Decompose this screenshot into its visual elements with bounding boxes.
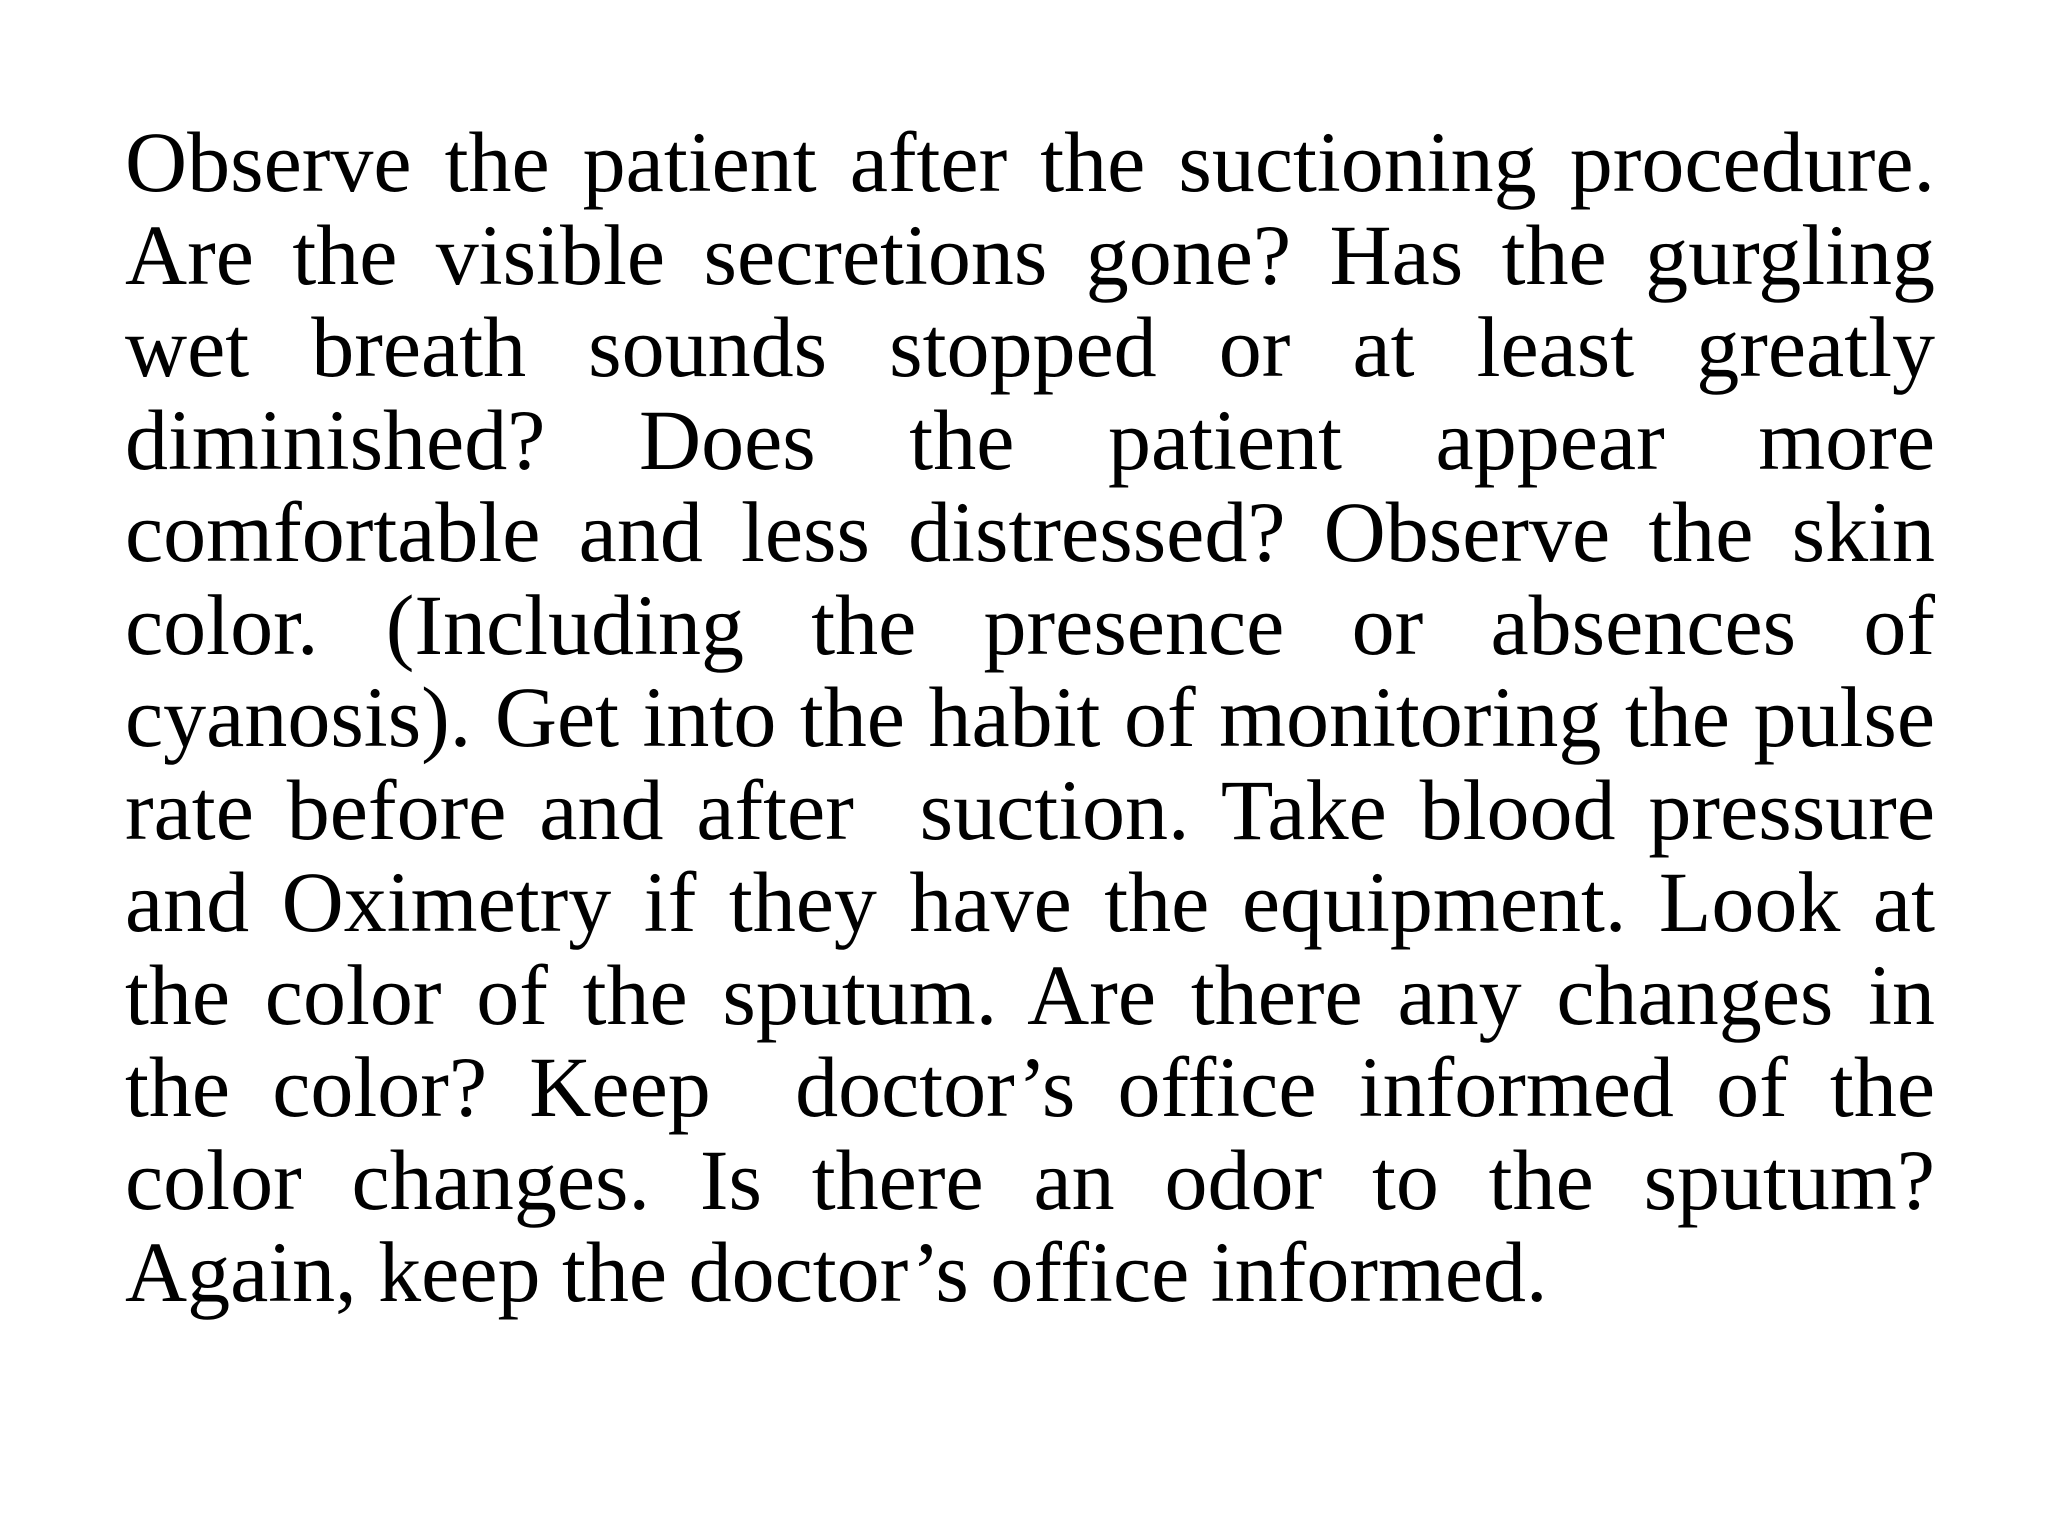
text-line: cyanosis). Get into the habit of monitoring the pulse: [125, 669, 1935, 765]
text-line: comfortable and less distressed? Observe the skin: [125, 484, 1935, 580]
text-line: the color? Keep doctor’s office informed of the: [125, 1039, 1935, 1135]
text-line-last: Again, keep the doctor’s office informed.: [125, 1224, 1548, 1320]
text-line: Are the visible secretions gone? Has the gurgling: [125, 206, 1935, 303]
text-line: rate before and after suction. Take blood pressure: [125, 761, 1935, 858]
text-line: diminished? Does the patient appear more: [125, 391, 1935, 488]
body-paragraph: [125, 116, 1935, 1319]
text-line: the color of the sputum. Are there any changes in: [125, 946, 1935, 1043]
text-line: color. (Including the presence or absences of: [125, 576, 1935, 673]
text-line: and Oximetry if they have the equipment. Look at: [125, 854, 1935, 950]
text-line: wet breath sounds stopped or at least greatly: [125, 299, 1935, 395]
text-line: Observe the patient after the suctioning procedure.: [125, 114, 1935, 210]
text-line: color changes. Is there an odor to the sputum?: [125, 1131, 1935, 1228]
